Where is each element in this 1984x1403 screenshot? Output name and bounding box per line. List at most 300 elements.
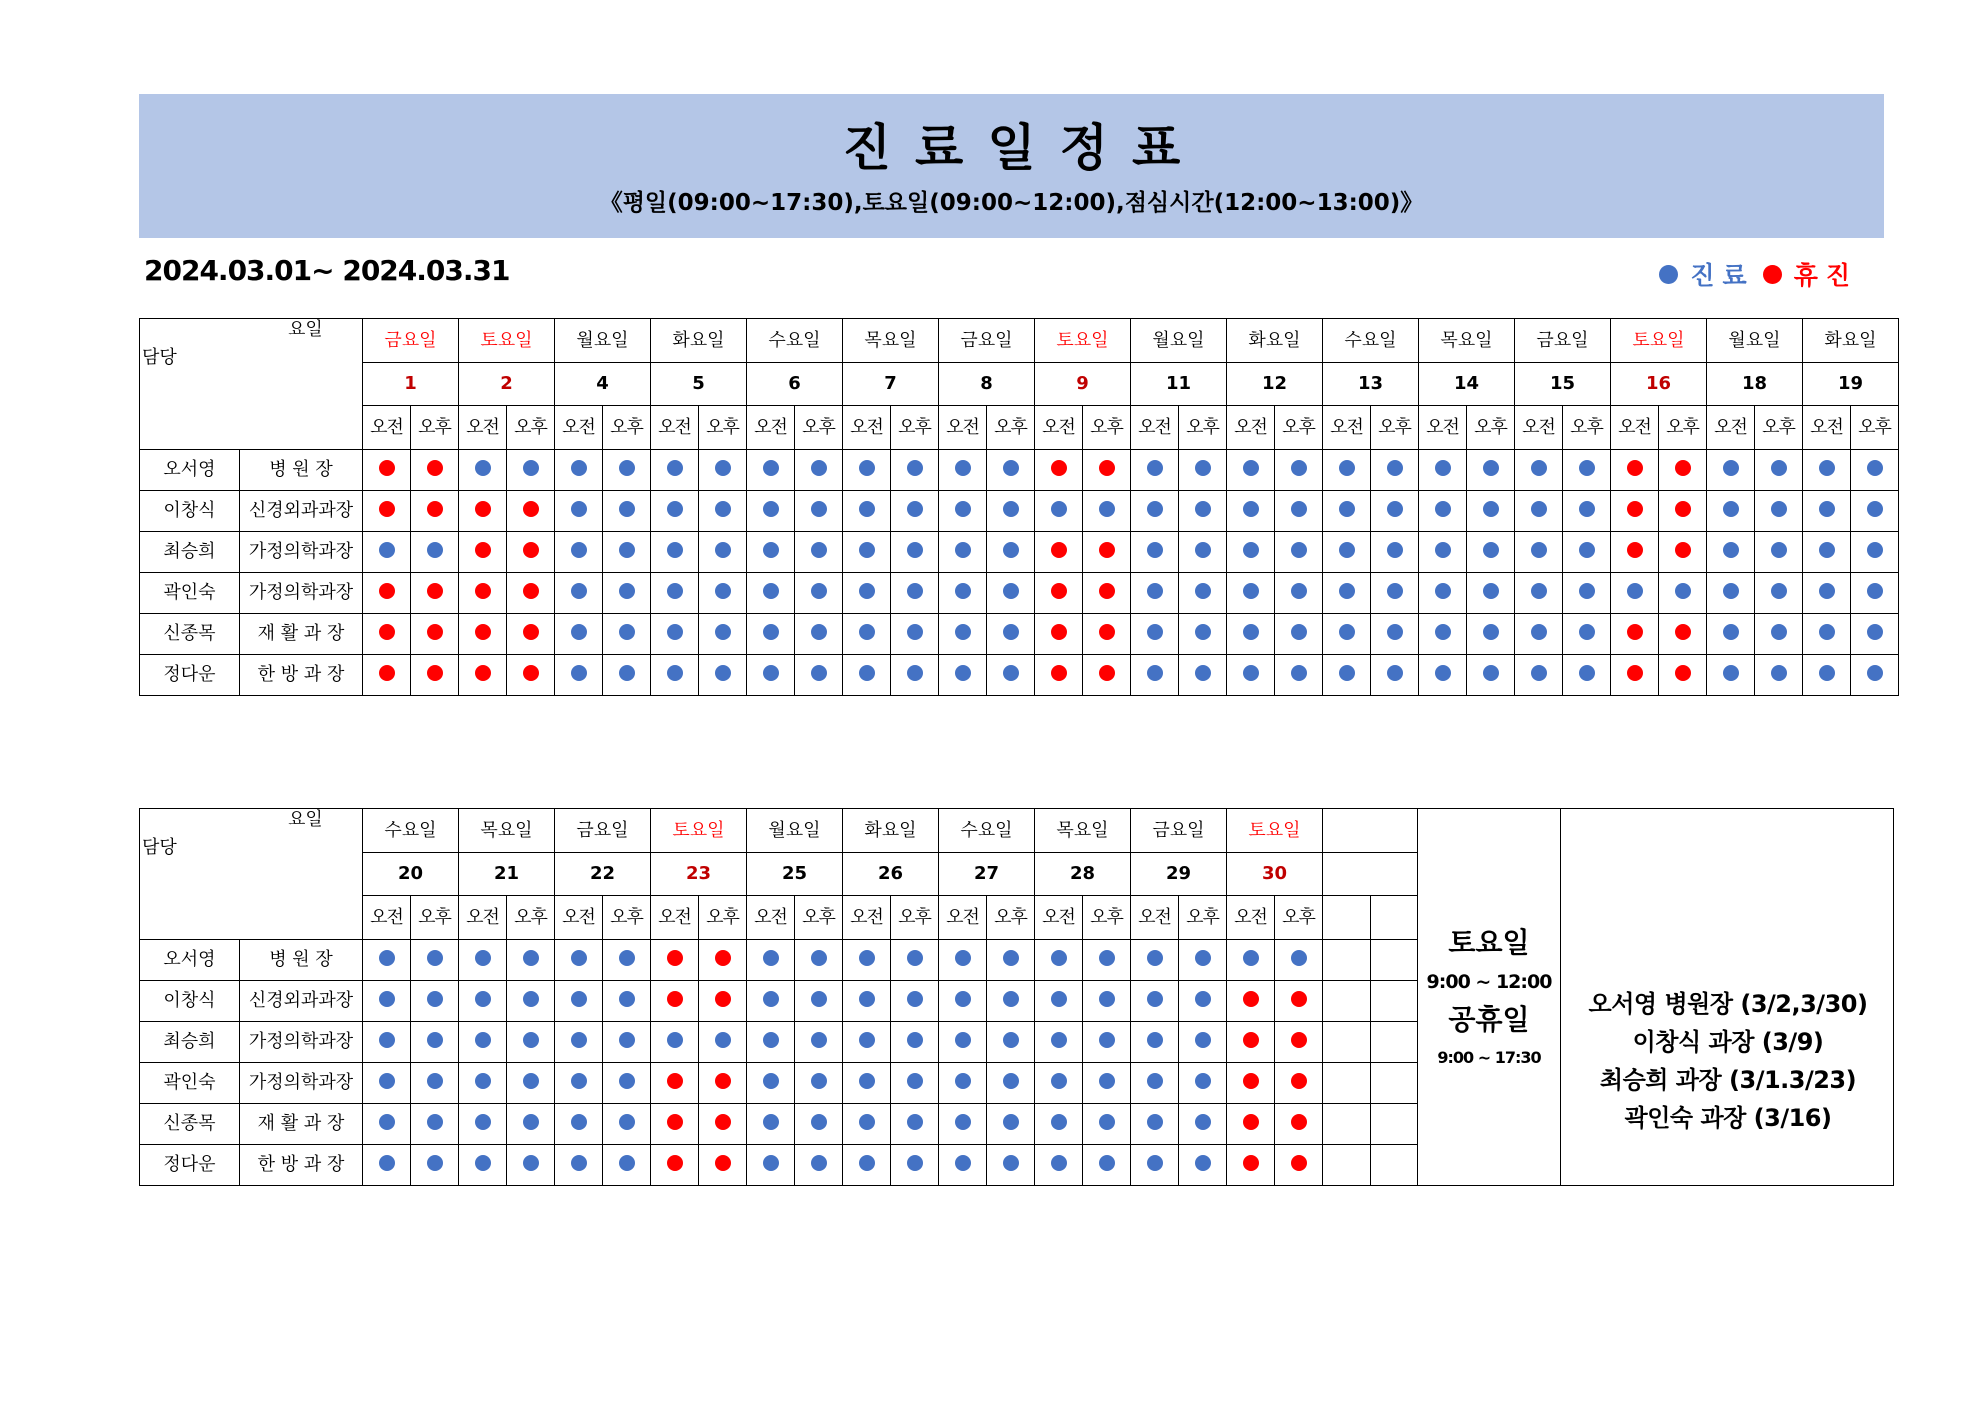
available-dot	[763, 583, 779, 599]
schedule-slot	[1131, 450, 1179, 491]
available-dot	[1771, 583, 1787, 599]
schedule-slot	[699, 981, 747, 1022]
schedule-slot	[459, 1104, 507, 1145]
schedule-slot	[1179, 1145, 1227, 1186]
closed-dot	[1291, 1155, 1307, 1171]
schedule-slot	[1035, 450, 1083, 491]
closed-dot	[715, 991, 731, 1007]
schedule-slot	[1035, 655, 1083, 696]
schedule-slot	[939, 655, 987, 696]
schedule-slot	[555, 573, 603, 614]
closed-dot	[1627, 460, 1643, 476]
doctor-name: 오서영	[140, 940, 240, 981]
schedule-slot	[651, 573, 699, 614]
pm-header: 오후	[891, 896, 939, 940]
schedule-slot	[843, 1104, 891, 1145]
available-dot	[1435, 583, 1451, 599]
available-dot	[1339, 665, 1355, 681]
schedule-slot	[1227, 940, 1275, 981]
closed-dot	[667, 1073, 683, 1089]
available-dot	[1147, 991, 1163, 1007]
schedule-slot	[1707, 655, 1755, 696]
available-dot	[859, 624, 875, 640]
available-dot	[1387, 624, 1403, 640]
schedule-slot	[1851, 573, 1899, 614]
available-dot	[475, 1155, 491, 1171]
available-dot	[955, 665, 971, 681]
pm-header: 오후	[603, 896, 651, 940]
available-dot	[907, 950, 923, 966]
available-dot	[1147, 624, 1163, 640]
day-name: 화요일	[843, 809, 939, 853]
schedule-slot	[651, 532, 699, 573]
pm-header: 오후	[1275, 406, 1323, 450]
schedule-slot	[1179, 491, 1227, 532]
schedule-slot	[555, 532, 603, 573]
available-dot	[571, 1073, 587, 1089]
available-dot	[1867, 542, 1883, 558]
schedule-slot	[651, 450, 699, 491]
closed-dot	[667, 1114, 683, 1130]
closed-dot	[1243, 1032, 1259, 1048]
schedule-slot	[1707, 614, 1755, 655]
day-name: 금요일	[1131, 809, 1227, 853]
available-dot	[955, 991, 971, 1007]
closed-dot	[1099, 460, 1115, 476]
available-dot	[715, 624, 731, 640]
schedule-slot	[1803, 573, 1851, 614]
schedule-slot	[1275, 1104, 1323, 1145]
weekday-label: 요일	[288, 319, 323, 340]
schedule-slot	[1227, 1022, 1275, 1063]
schedule-slot	[459, 614, 507, 655]
schedule-slot	[1371, 614, 1419, 655]
schedule-slot	[411, 981, 459, 1022]
schedule-slot	[987, 940, 1035, 981]
doctor-role: 가정의학과장	[240, 573, 363, 614]
schedule-slot	[1467, 491, 1515, 532]
schedule-slot	[1131, 491, 1179, 532]
schedule-slot	[843, 491, 891, 532]
available-dot	[1195, 501, 1211, 517]
schedule-slot	[1083, 532, 1131, 573]
available-dot	[1483, 460, 1499, 476]
available-dot	[619, 460, 635, 476]
closed-dot	[523, 542, 539, 558]
schedule-slot	[603, 1063, 651, 1104]
available-dot	[955, 542, 971, 558]
am-header: 오전	[459, 896, 507, 940]
schedule-slot	[459, 573, 507, 614]
available-dot	[1195, 1032, 1211, 1048]
available-dot	[427, 1155, 443, 1171]
schedule-slot	[891, 655, 939, 696]
schedule-slot	[459, 655, 507, 696]
schedule-slot	[939, 573, 987, 614]
available-dot	[523, 950, 539, 966]
schedule-slot	[1035, 491, 1083, 532]
schedule-slot	[939, 1145, 987, 1186]
schedule-table-2	[139, 808, 1894, 1186]
available-dot	[907, 460, 923, 476]
day-name: 수요일	[939, 809, 1035, 853]
day-number: 8	[939, 363, 1035, 406]
available-dot	[523, 991, 539, 1007]
schedule-slot	[795, 532, 843, 573]
schedule-slot	[1419, 450, 1467, 491]
available-dot	[1675, 583, 1691, 599]
schedule-slot	[1083, 573, 1131, 614]
am-header: 오전	[555, 896, 603, 940]
schedule-slot	[843, 450, 891, 491]
schedule-slot	[1083, 940, 1131, 981]
schedule-slot	[603, 532, 651, 573]
schedule-slot	[1035, 940, 1083, 981]
schedule-slot	[555, 1145, 603, 1186]
available-dot	[475, 1032, 491, 1048]
schedule-slot	[699, 573, 747, 614]
empty-day-number	[1323, 853, 1418, 896]
available-dot	[1003, 1155, 1019, 1171]
schedule-slot	[795, 1022, 843, 1063]
available-dot	[955, 501, 971, 517]
closed-dot	[475, 665, 491, 681]
schedule-slot	[747, 1022, 795, 1063]
pm-header: 오후	[1275, 896, 1323, 940]
empty-slot	[1323, 1145, 1371, 1186]
available-dot	[811, 665, 827, 681]
available-dot	[619, 665, 635, 681]
schedule-slot	[891, 940, 939, 981]
schedule-slot	[1515, 614, 1563, 655]
schedule-slot	[1323, 573, 1371, 614]
schedule-slot	[507, 981, 555, 1022]
schedule-slot	[1227, 532, 1275, 573]
available-dot	[859, 665, 875, 681]
schedule-slot	[1275, 450, 1323, 491]
available-dot	[1003, 501, 1019, 517]
schedule-slot	[987, 1145, 1035, 1186]
pm-header: 오후	[1563, 406, 1611, 450]
schedule-slot	[795, 573, 843, 614]
schedule-slot	[411, 614, 459, 655]
schedule-slot	[747, 573, 795, 614]
available-dot	[763, 624, 779, 640]
schedule-slot	[1851, 532, 1899, 573]
holiday-heading: 공휴일	[1448, 1002, 1530, 1036]
available-dot	[523, 460, 539, 476]
available-dot	[715, 665, 731, 681]
schedule-slot	[891, 491, 939, 532]
schedule-slot	[651, 655, 699, 696]
am-header: 오전	[747, 896, 795, 940]
saturday-hours: 9:00 ~ 12:00	[1426, 970, 1552, 993]
available-dot	[1387, 501, 1403, 517]
schedule-slot	[1323, 491, 1371, 532]
schedule-slot	[795, 655, 843, 696]
available-dot	[475, 1114, 491, 1130]
day-name: 수요일	[1323, 319, 1419, 363]
schedule-slot	[939, 1063, 987, 1104]
available-dot	[1147, 1114, 1163, 1130]
closed-dot	[379, 624, 395, 640]
am-header: 오전	[939, 896, 987, 940]
schedule-slot	[1851, 614, 1899, 655]
doctor-row	[140, 614, 1899, 655]
schedule-slot	[1179, 573, 1227, 614]
schedule-slot	[555, 491, 603, 532]
available-dot	[1147, 1032, 1163, 1048]
available-dot	[1387, 665, 1403, 681]
schedule-slot	[1227, 981, 1275, 1022]
schedule-slot	[891, 450, 939, 491]
available-dot	[1339, 624, 1355, 640]
schedule-slot	[363, 614, 411, 655]
empty-slot	[1323, 1022, 1371, 1063]
holiday-hours: 9:00 ~ 17:30	[1437, 1047, 1541, 1067]
schedule-slot	[891, 614, 939, 655]
available-dot	[1003, 991, 1019, 1007]
available-dot	[1003, 1032, 1019, 1048]
doctor-name: 이창식	[140, 491, 240, 532]
am-header: 오전	[1131, 896, 1179, 940]
available-dot	[1483, 501, 1499, 517]
schedule-slot	[507, 1104, 555, 1145]
schedule-slot	[843, 1022, 891, 1063]
schedule-slot	[1275, 532, 1323, 573]
schedule-slot	[1611, 450, 1659, 491]
schedule-slot	[939, 1104, 987, 1145]
schedule-slot	[1227, 450, 1275, 491]
available-dot	[619, 583, 635, 599]
schedule-slot	[1755, 532, 1803, 573]
doctor-name: 이창식	[140, 981, 240, 1022]
available-dot	[811, 583, 827, 599]
day-number: 27	[939, 853, 1035, 896]
available-dot	[859, 1155, 875, 1171]
schedule-slot	[1035, 1022, 1083, 1063]
note-line: 곽인숙 과장 (3/16)	[1624, 1104, 1832, 1132]
available-dot	[523, 1032, 539, 1048]
closed-dot	[667, 1155, 683, 1171]
available-dot	[619, 542, 635, 558]
schedule-slot	[1371, 573, 1419, 614]
schedule-slot	[699, 450, 747, 491]
day-number: 11	[1131, 363, 1227, 406]
available-dot	[475, 991, 491, 1007]
available-dot	[1291, 665, 1307, 681]
day-name: 목요일	[843, 319, 939, 363]
schedule-slot	[1179, 1063, 1227, 1104]
schedule-slot	[1371, 491, 1419, 532]
available-dot	[1099, 991, 1115, 1007]
schedule-slot	[747, 1104, 795, 1145]
available-dot	[859, 542, 875, 558]
schedule-slot	[1371, 532, 1419, 573]
available-dot	[1531, 542, 1547, 558]
day-name: 금요일	[1515, 319, 1611, 363]
saturday-heading: 토요일	[1448, 925, 1530, 959]
header-corner	[140, 319, 363, 450]
closed-dot	[1099, 624, 1115, 640]
schedule-slot	[411, 573, 459, 614]
schedule-slot	[1131, 940, 1179, 981]
pm-header: 오후	[507, 406, 555, 450]
schedule-slot	[411, 450, 459, 491]
day-name-row	[140, 809, 1894, 853]
day-number: 12	[1227, 363, 1323, 406]
pm-header: 오후	[1179, 896, 1227, 940]
pm-header: 오후	[1467, 406, 1515, 450]
closed-dot	[475, 624, 491, 640]
schedule-slot	[747, 614, 795, 655]
schedule-slot	[1035, 614, 1083, 655]
schedule-slot	[1659, 614, 1707, 655]
available-dot	[1099, 1073, 1115, 1089]
date-range: 2024.03.01~ 2024.03.31	[144, 254, 510, 287]
day-number: 29	[1131, 853, 1227, 896]
available-dot	[1003, 665, 1019, 681]
day-name: 월요일	[1131, 319, 1227, 363]
closed-dot	[1627, 665, 1643, 681]
weekday-label: 요일	[288, 809, 323, 830]
schedule-slot	[843, 1145, 891, 1186]
schedule-slot	[1131, 1145, 1179, 1186]
schedule-slot	[363, 532, 411, 573]
day-name: 금요일	[363, 319, 459, 363]
available-dot	[1579, 624, 1595, 640]
closed-dot	[1051, 583, 1067, 599]
available-dot	[667, 501, 683, 517]
doctor-name: 오서영	[140, 450, 240, 491]
available-dot	[1771, 501, 1787, 517]
schedule-slot	[459, 1145, 507, 1186]
available-dot	[427, 542, 443, 558]
am-header: 오전	[1419, 406, 1467, 450]
schedule-slot	[1275, 981, 1323, 1022]
day-number: 9	[1035, 363, 1131, 406]
doctor-role: 재 활 과 장	[240, 1104, 363, 1145]
schedule-slot	[507, 450, 555, 491]
available-dot	[907, 991, 923, 1007]
empty-slot	[1371, 1063, 1418, 1104]
closed-dot	[715, 950, 731, 966]
pm-header: 오후	[699, 896, 747, 940]
am-header: 오전	[459, 406, 507, 450]
schedule-slot	[1611, 532, 1659, 573]
schedule-slot	[1083, 1063, 1131, 1104]
day-name: 월요일	[1707, 319, 1803, 363]
available-dot	[1819, 624, 1835, 640]
available-dot	[427, 1032, 443, 1048]
available-dot	[1099, 1032, 1115, 1048]
schedule-slot	[651, 1145, 699, 1186]
schedule-slot	[1755, 614, 1803, 655]
schedule-slot	[411, 491, 459, 532]
am-header: 오전	[1227, 896, 1275, 940]
available-dot	[1195, 1155, 1211, 1171]
day-number: 2	[459, 363, 555, 406]
schedule-slot	[555, 981, 603, 1022]
closed-dot	[1291, 1114, 1307, 1130]
pm-header: 오후	[411, 896, 459, 940]
schedule-slot	[1611, 491, 1659, 532]
available-dot	[571, 950, 587, 966]
day-number: 20	[363, 853, 459, 896]
schedule-slot	[651, 940, 699, 981]
closed-dot	[1675, 460, 1691, 476]
schedule-slot	[1083, 614, 1131, 655]
schedule-slot	[699, 614, 747, 655]
available-dot	[1003, 542, 1019, 558]
available-dot	[667, 460, 683, 476]
schedule-slot	[987, 532, 1035, 573]
available-dot	[907, 501, 923, 517]
schedule-slot	[987, 981, 1035, 1022]
available-dot	[571, 665, 587, 681]
closed-dot	[1099, 665, 1115, 681]
available-dot	[715, 1032, 731, 1048]
schedule-slot	[603, 655, 651, 696]
schedule-slot	[507, 491, 555, 532]
available-dot	[1387, 460, 1403, 476]
closed-dot	[1627, 624, 1643, 640]
closed-dot	[523, 665, 539, 681]
day-number: 21	[459, 853, 555, 896]
available-dot	[1339, 501, 1355, 517]
schedule-slot	[747, 450, 795, 491]
day-number: 15	[1515, 363, 1611, 406]
day-name: 목요일	[1035, 809, 1131, 853]
day-number: 6	[747, 363, 843, 406]
schedule-slot	[1419, 491, 1467, 532]
available-dot	[1291, 501, 1307, 517]
available-dot	[1291, 583, 1307, 599]
day-name: 화요일	[1227, 319, 1323, 363]
available-dot	[571, 460, 587, 476]
day-number: 13	[1323, 363, 1419, 406]
day-name-row	[140, 319, 1899, 363]
available-dot	[1339, 583, 1355, 599]
schedule-slot	[459, 491, 507, 532]
available-dot	[763, 501, 779, 517]
schedule-slot	[747, 655, 795, 696]
schedule-slot	[411, 1145, 459, 1186]
closed-dot	[523, 624, 539, 640]
schedule-slot	[987, 491, 1035, 532]
schedule-slot	[747, 981, 795, 1022]
legend	[1659, 256, 1866, 292]
day-name: 토요일	[1611, 319, 1707, 363]
available-dot	[571, 583, 587, 599]
day-number: 19	[1803, 363, 1899, 406]
available-dot	[1339, 542, 1355, 558]
schedule-slot	[363, 655, 411, 696]
schedule-slot	[1035, 1063, 1083, 1104]
available-dot	[1435, 501, 1451, 517]
schedule-slot	[699, 491, 747, 532]
available-dot	[811, 1155, 827, 1171]
doctor-label: 담당	[142, 347, 177, 368]
schedule-slot	[795, 981, 843, 1022]
doctor-role: 한 방 과 장	[240, 1145, 363, 1186]
available-dot	[619, 991, 635, 1007]
available-dot	[907, 665, 923, 681]
available-dot	[955, 1073, 971, 1089]
schedule-slot	[1851, 491, 1899, 532]
closed-dot	[1099, 583, 1115, 599]
available-dot	[763, 1114, 779, 1130]
